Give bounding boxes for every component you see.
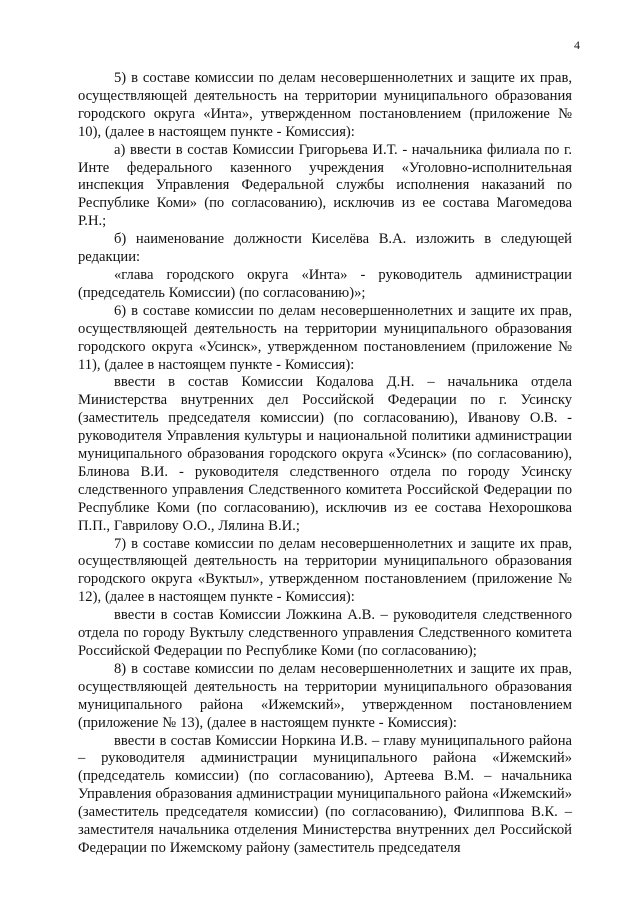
paragraph-item-7: 7) в составе комиссии по делам несовершеннолетних и защите их прав, осуществляющей деятельность на территории муниципального образования городского округа «Вуктыл», утвержденном постановлением (приложение № 12), (далее в настоящем пункте - Комиссия): — [78, 535, 572, 606]
document-body — [78, 70, 572, 858]
page-number: 4 — [574, 38, 580, 52]
paragraph-subitem-b: б) наименование должности Киселёва В.А. изложить в следующей редакции: — [78, 231, 572, 266]
paragraph-item-8: 8) в составе комиссии по делам несовершеннолетних и защите их прав, осуществляющей деятельность на территории муниципального образования муниципального района «Ижемский», утвержденном постановлением (приложение № 13), (далее в настоящем пункте - Комиссия): — [78, 660, 572, 731]
paragraph-quote: «глава городского округа «Инта» - руководитель администрации (председатель Комиссии) (по согласованию)»; — [78, 266, 572, 301]
paragraph-item-5: 5) в составе комиссии по делам несовершеннолетних и защите их прав, осуществляющей деятельность на территории муниципального образования городского округа «Инта», утвержденном постановлением (приложение № 10), (далее в настоящем пункте - Комиссия): — [78, 70, 572, 140]
paragraph-item-7-body: ввести в состав Комиссии Ложкина А.В. – руководителя следственного отдела по городу Вуктылу следственного управления Следственного комитета Российской Федерации по Республике Коми (по согласованию); — [78, 607, 572, 659]
paragraph-subitem-a: а) ввести в состав Комиссии Григорьева И.Т. - начальника филиала по г. Инте федерального казенного учреждения «Уголовно-исполнительная инспекция Управления Федеральной службы исполнения наказаний по Республике Коми» (по согласованию), исключив из ее состава Магомедова Р.Н.; — [78, 141, 572, 230]
paragraph-item-6-body: ввести в состав Комиссии Кодалова Д.Н. – начальника отдела Министерства внутренних дел Российской Федерации по г. Усинску (заместитель председателя комиссии) (по согласованию), Иванову О.В. - руководителя Управления культуры и национальной политики администрации муниципального образования городского округа «Усинск» (по согласованию), Блинова В.И. - руководителя следственного отдела по городу Усинску следственного управления Следственного комитета Российской Федерации по Республике Коми (по согласованию), исключив из ее состава Нехорошкова П.П., Гаврилову О.О., Лялина В.И.; — [78, 374, 572, 534]
paragraph-item-6: 6) в составе комиссии по делам несовершеннолетних и защите их прав, осуществляющей деятельность на территории муниципального образования городского округа «Усинск», утвержденном постановлением (приложение № 11), (далее в настоящем пункте - Комиссия): — [78, 302, 572, 373]
paragraph-item-8-body: ввести в состав Комиссии Норкина И.В. – главу муниципального района – руководителя администрации муниципального района «Ижемский» (председатель комиссии) (по согласованию), Артеева В.М. – начальника Управления образования администрации муниципального района «Ижемский» (заместитель председателя комиссии) (по согласованию), Филиппова В.К. – заместителя начальника отделения Министерства внутренних дел Российской Федерации по Ижемскому району (заместитель председателя — [78, 732, 572, 856]
